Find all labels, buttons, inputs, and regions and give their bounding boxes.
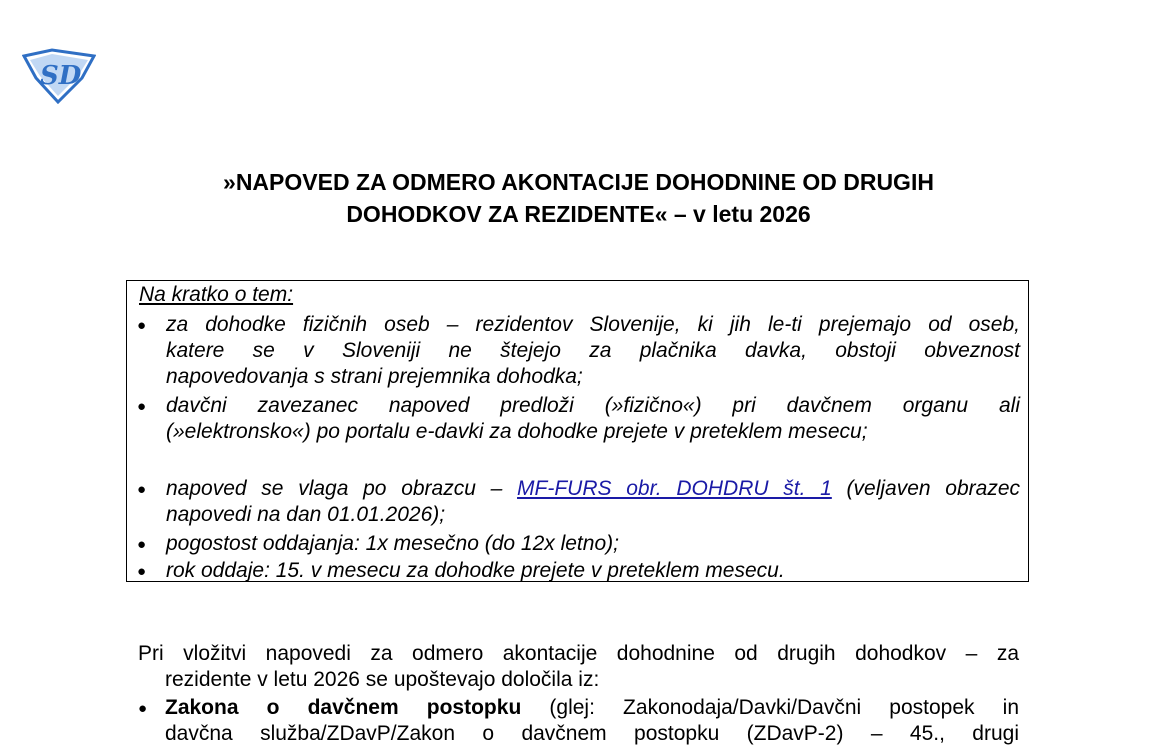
summary-item-2-line-2: (»elektronsko«) po portalu e-davki za dohodke prejete v preteklem mesecu; bbox=[166, 420, 868, 443]
law-item-1-line-2: davčna služba/ZDavP/Zakon o davčnem postopku (ZDavP-2) – 45., drugi bbox=[165, 722, 1019, 745]
summary-item-1-line-2: katere se v Sloveniji ne štejejo za plačnika davka, obstoji obveznost bbox=[166, 339, 1020, 362]
summary-item-3-suffix: (veljaven obrazec bbox=[831, 477, 1021, 500]
bullet-icon: ● bbox=[137, 563, 147, 580]
bullet-icon: ● bbox=[137, 398, 147, 415]
title-line-2: DOHODKOV ZA REZIDENTE« – v letu 2026 bbox=[346, 201, 811, 227]
summary-item-5: rok oddaje: 15. v mesecu za dohodke prejete v preteklem mesecu. bbox=[166, 559, 785, 582]
intro-paragraph-line-2: rezidente v letu 2026 se upoštevajo določila iz: bbox=[165, 668, 600, 691]
document-title bbox=[0, 166, 1157, 230]
summary-item-2-line-1: davčni zavezanec napoved predloži (»fizično«) pri davčnem organu ali bbox=[166, 394, 1020, 417]
summary-item-1-line-3: napovedovanja s strani prejemnika dohodka; bbox=[166, 365, 583, 388]
summary-item-4: pogostost oddajanja: 1x mesečno (do 12x letno); bbox=[166, 532, 619, 555]
title-line-1: »NAPOVED ZA ODMERO AKONTACIJE DOHODNINE OD DRUGIH bbox=[223, 169, 934, 195]
summary-box bbox=[126, 280, 1029, 582]
summary-heading: Na kratko o tem: bbox=[139, 283, 294, 306]
summary-item-3-line-1 bbox=[166, 476, 1020, 502]
summary-item-1-line-1: za dohodke fizičnih oseb – rezidentov Slovenije, ki jih le-ti prejemajo od oseb, bbox=[166, 313, 1020, 336]
bullet-icon: ● bbox=[137, 317, 147, 334]
logo-text: SD bbox=[40, 61, 82, 91]
intro-paragraph-line-1: Pri vložitvi napovedi za odmero akontacije dohodnine od drugih dohodkov – za bbox=[138, 642, 1019, 665]
summary-item-3-line-2: napovedi na dan 01.01.2026); bbox=[166, 503, 446, 526]
bullet-icon: ● bbox=[137, 481, 147, 498]
bullet-icon: ● bbox=[137, 536, 147, 553]
bullet-icon: ● bbox=[138, 700, 148, 717]
summary-item-3-prefix: napoved se vlaga po obrazcu – bbox=[166, 477, 518, 500]
law-name: Zakona o davčnem postopku bbox=[165, 696, 522, 719]
sd-shield-logo-icon bbox=[22, 48, 96, 104]
form-link[interactable]: MF-FURS obr. DOHDRU št. 1 bbox=[517, 477, 832, 500]
law-item-1-line-1 bbox=[165, 695, 1019, 721]
law-item-1-rest: (glej: Zakonodaja/Davki/Davčni postopek in bbox=[521, 696, 1020, 719]
